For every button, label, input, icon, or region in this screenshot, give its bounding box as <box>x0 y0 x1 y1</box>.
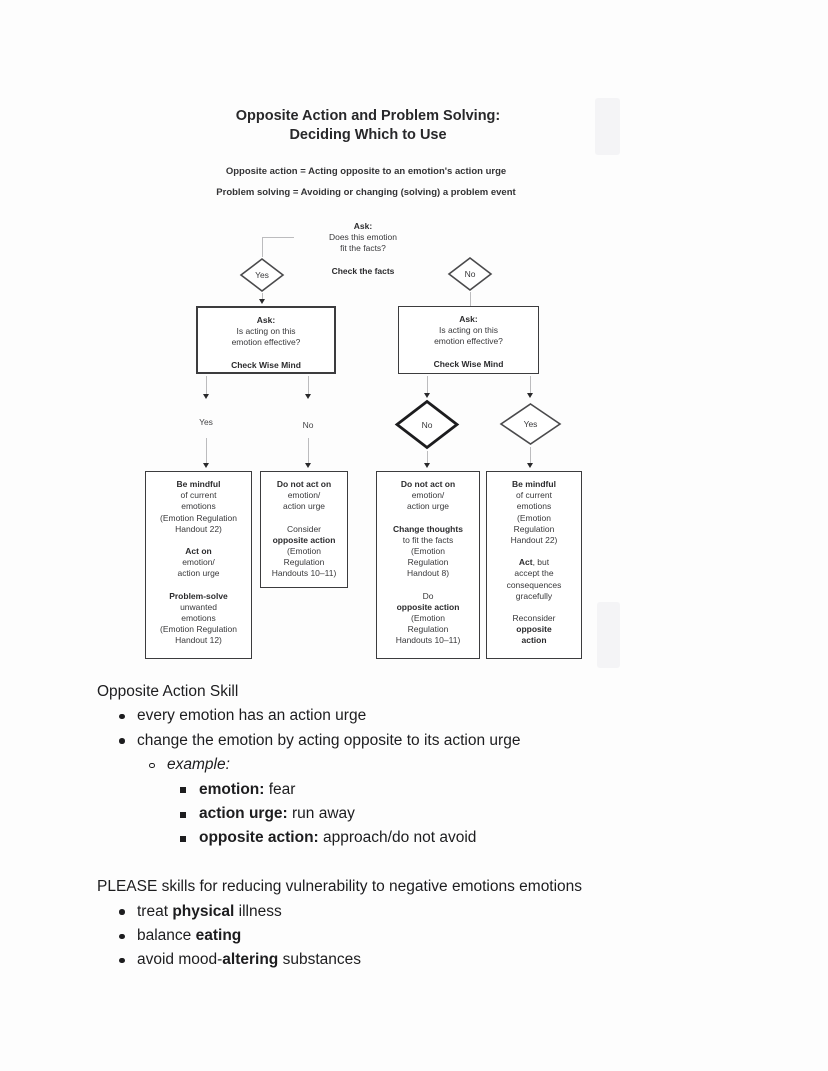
bullet-square-icon <box>180 836 186 842</box>
decision-diamond-yes-bottom <box>499 402 562 446</box>
definition-problem-solving: Problem solving = Avoiding or changing (solving) a problem event <box>216 187 516 198</box>
notes-section <box>97 680 787 973</box>
connector-line <box>530 447 531 464</box>
branch-label-no: No <box>302 420 314 430</box>
list-item-text: balance eating <box>137 927 242 945</box>
scan-artifact-bottom <box>597 602 620 668</box>
arrowhead <box>424 463 430 468</box>
list-item-text: change the emotion by acting opposite to its action urge <box>137 731 521 749</box>
bullet-disc-icon <box>119 738 125 744</box>
list-item <box>97 778 787 802</box>
bullet-square-icon <box>180 787 186 793</box>
note-heading-please-skills: PLEASE skills for reducing vulnerability to negative emotions emotions <box>97 878 583 896</box>
connector-line <box>308 438 309 464</box>
list-item <box>97 826 787 850</box>
list-item-text: treat physical illness <box>137 902 282 920</box>
outcome-box-consider-opposite-action: Do not act on emotion/ action urge Consider opposite action (Emotion Regulation Handouts 10–11) <box>260 471 348 588</box>
decision-diamond-no-bottom <box>394 399 460 450</box>
decision-diamond-no-top <box>447 256 493 292</box>
list-item-text: example: <box>167 756 230 774</box>
arrowhead <box>259 299 265 304</box>
decision-diamond-yes-top <box>239 257 285 293</box>
list-item-text: opposite action: approach/do not avoid <box>199 829 477 847</box>
list-item <box>97 900 787 924</box>
scan-artifact-top <box>595 98 620 155</box>
flowchart-title-line1: Opposite Action and Problem Solving: <box>235 108 501 124</box>
bullet-square-icon <box>180 812 186 818</box>
diamond-no-top-label: No <box>464 269 476 279</box>
arrowhead <box>305 463 311 468</box>
connector-line <box>206 376 207 395</box>
connector-elbow-horizontal <box>262 237 294 238</box>
arrowhead <box>527 463 533 468</box>
arrowhead <box>527 393 533 398</box>
bullet-disc-icon <box>119 958 125 964</box>
flowchart-title-line2: Deciding Which to Use <box>289 126 447 143</box>
arrowhead <box>305 394 311 399</box>
definition-opposite-action: Opposite action = Acting opposite to an emotion's action urge <box>225 166 507 177</box>
flowchart-title <box>183 107 553 144</box>
list-item-text: avoid mood-altering substances <box>137 951 361 969</box>
bullet-disc-icon <box>119 909 125 915</box>
connector-elbow-vertical <box>262 237 263 257</box>
connector-line <box>427 376 428 394</box>
ask-effective-box-left: Ask: Is acting on this emotion effective? Check Wise Mind <box>196 306 336 374</box>
list-item-text: emotion: fear <box>199 780 296 798</box>
list-item-text: every emotion has an action urge <box>137 707 367 725</box>
list-item-text: action urge: run away <box>199 805 355 823</box>
arrowhead <box>203 463 209 468</box>
bullet-disc-icon <box>119 934 125 940</box>
list-item <box>97 948 787 972</box>
list-item <box>97 924 787 948</box>
note-heading-opposite-action-skill: Opposite Action Skill <box>97 683 239 700</box>
list-item <box>97 704 787 728</box>
arrowhead <box>424 393 430 398</box>
bullet-circle-icon <box>149 763 155 769</box>
diamond-yes-bottom-label: Yes <box>523 419 538 429</box>
branch-label-yes: Yes <box>199 417 213 427</box>
diamond-no-bottom-label: No <box>421 419 433 430</box>
arrowhead <box>203 394 209 399</box>
list-item <box>97 729 787 753</box>
outcome-box-act-on-emotion: Be mindful of current emotions (Emotion Regulation Handout 22) Act on emotion/ action urge Problem-solve unwanted emotions (Emotion Regulation Handout 12) <box>145 471 252 659</box>
connector-line <box>206 438 207 464</box>
diamond-yes-top-label: Yes <box>255 270 269 280</box>
connector-line <box>470 292 471 306</box>
ask-effective-box-right: Ask: Is acting on this emotion effective? Check Wise Mind <box>398 306 539 374</box>
list-item <box>97 753 787 777</box>
outcome-box-act-accept-consequences: Be mindful of current emotions (Emotion Regulation Handout 22) Act, but accept the consequences gracefully Reconsider opposite action <box>486 471 582 659</box>
connector-line <box>308 376 309 395</box>
connector-line <box>530 376 531 394</box>
list-item <box>97 802 787 826</box>
outcome-box-change-thoughts: Do not act on emotion/ action urge Change thoughts to fit the facts (Emotion Regulation Handout 8) Do opposite action (Emotion Regulation Handouts 10–11) <box>376 471 480 659</box>
ask-does-emotion-fit-facts: Ask: Does this emotion fit the facts? Check the facts <box>328 221 398 276</box>
bullet-disc-icon <box>119 714 125 720</box>
